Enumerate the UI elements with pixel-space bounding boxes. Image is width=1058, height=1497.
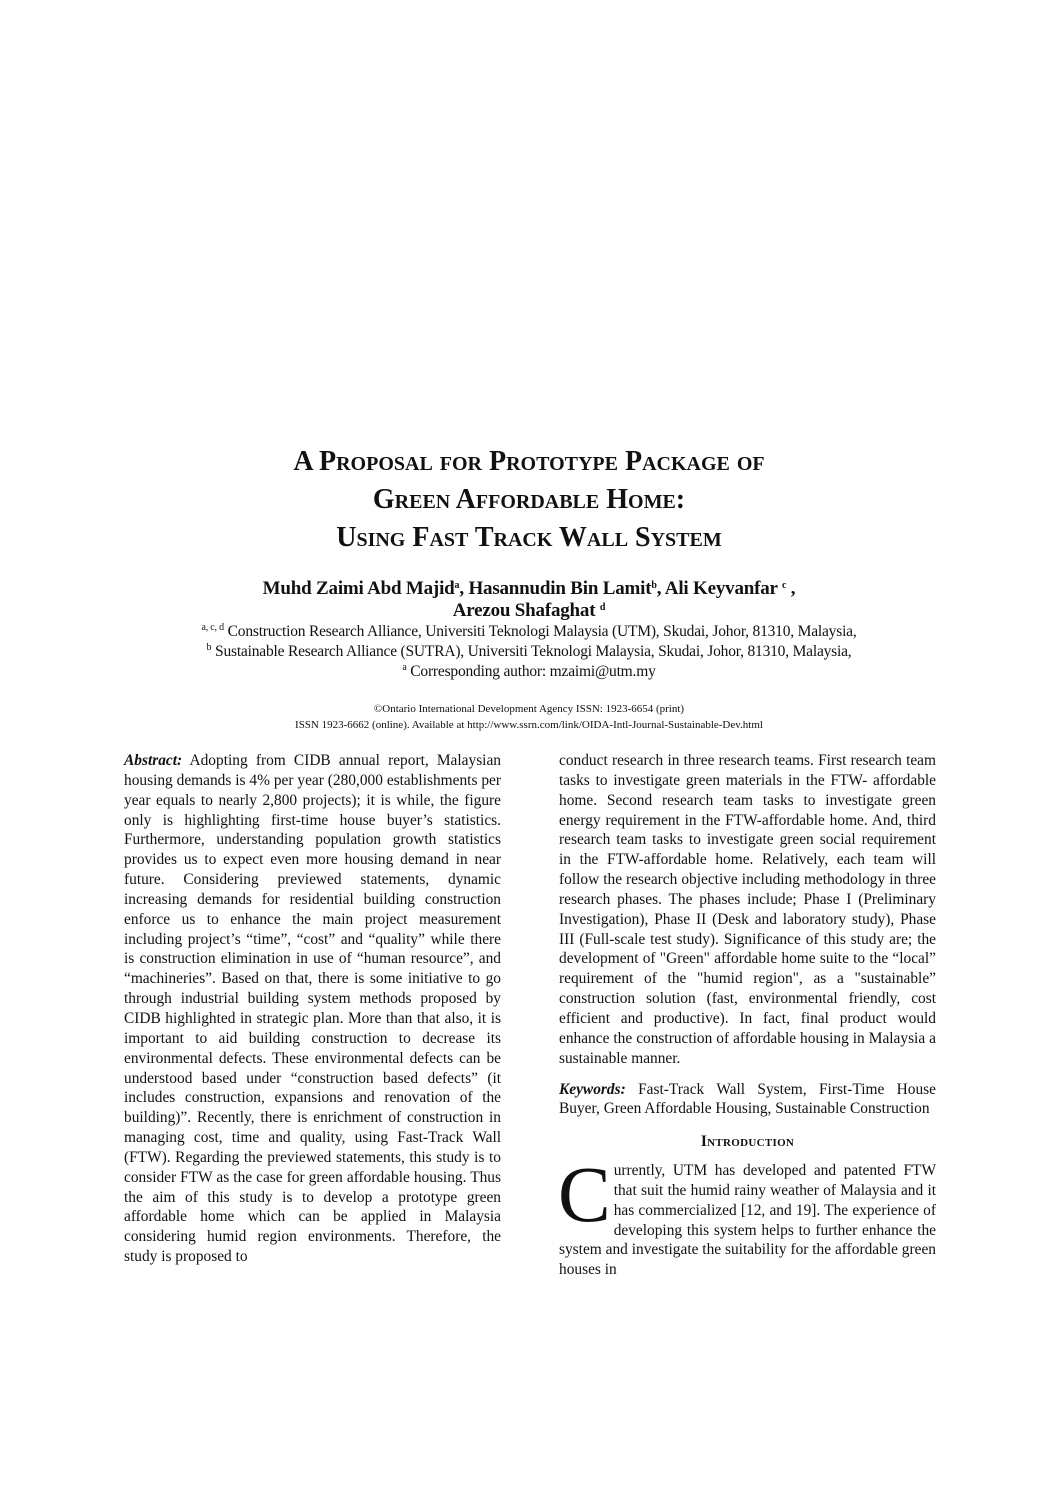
keywords-label: Keywords: [559, 1080, 626, 1098]
author-line [0, 600, 1058, 622]
section-heading-introduction: Introduction [700, 1133, 795, 1151]
affiliation-text: Sustainable Research Alliance (SUTRA), Universiti Teknologi Malaysia, Skudai, Johor, 81310, Malaysia, [211, 643, 852, 660]
keywords [559, 1080, 936, 1120]
abstract-label: Abstract: [124, 752, 183, 769]
author-affil-marker: b [651, 580, 657, 591]
copyright-line: ©Ontario International Development Agency ISSN: 1923-6654 (print) [373, 703, 685, 715]
author-affil-marker: d [599, 602, 606, 613]
affiliation-marker: a, c, d [201, 622, 224, 633]
author-separator: , [656, 578, 665, 599]
publication-info [0, 701, 1058, 733]
affiliation-line [0, 662, 1058, 682]
left-column [124, 751, 501, 1267]
author-name: Ali Keyvanfar [664, 578, 778, 599]
author-separator: , [459, 578, 469, 599]
author-name: Hasannudin Bin Lamit [468, 578, 652, 599]
affiliations [0, 622, 1058, 682]
author-name: Arezou Shafaghat [452, 600, 596, 621]
author-line [0, 578, 1058, 600]
issn-online-line: ISSN 1923-6662 (online). Available at http://www.ssrn.com/link/OIDA-Intl-Journal-Sustainable-Dev.html [295, 719, 763, 731]
affiliation-marker: b [206, 642, 212, 653]
abstract-continuation: conduct research in three research teams. First research team tasks to investigate green materials in the FTW- affordable home. Second research team tasks to investigate green energy requirement in the FTW-affordable home. And, third research team tasks to investigate green social requirement in the FTW-affordable home. Relatively, each team will follow the research objective including methodology in three research phases. The phases include; Phase I (Preliminary Investigation), Phase II (Desk and laboratory study), Phase III (Full-scale test study). Significance of this study are; the development of "Green" affordable home suite to the “local” requirement of the "humid region", as a "sustainable” construction solution (fast, environmental friendly, cost efficient and productive). In fact, final product would enhance the construction of affordable housing in Malaysia a sustainable manner. [559, 752, 936, 1067]
title-line: Using Fast Track Wall System [336, 522, 722, 553]
author-list [0, 578, 1058, 622]
introduction-paragraph [558, 1152, 936, 1280]
keywords-text: Fast-Track Wall System, First-Time House Buyer, Green Affordable Housing, Sustainable Construction [559, 1080, 936, 1118]
abstract-text: Adopting from CIDB annual report, Malaysian housing demands is 4% per year (280,000 establishments per year equals to nearly 2,800 projects); it is while, the figure only is highlighting first-time house buyer’s statistics. Furthermore, understanding population growth statistics provides us to expect even more housing demand in near future. Considering previewed statements, dynamic increasing demands for residential building construction enforce us to enhance the main project measurement including project’s “time”, “cost” and “quality” while there is construction elimination in use of “human resource”, and “machineries”. Based on that, there is some initiative to go through industrial building system methods proposed by CIDB highlighted in strategic plan. More than that also, it is important to aid building construction to decrease its environmental defects. These environmental defects can be understood based under “construction based defects” (it includes construction, expansions and renovation of the building)”. Recently, there is enrichment of construction in managing cost, time and quality, using Fast-Track Wall (FTW). Regarding the previewed statements, this study is to consider FTW as the case for green affordable housing. Thus the aim of this study is to develop a prototype green affordable home which can be applied in Malaysia considering humid region environments. Therefore, the study is proposed to [124, 752, 501, 1266]
drop-cap: C [558, 1152, 611, 1240]
author-affil-marker: a [454, 580, 460, 591]
affiliation-line [0, 642, 1058, 662]
author-separator: , [786, 578, 796, 599]
affiliation-text: Construction Research Alliance, Universiti Teknologi Malaysia (UTM), Skudai, Johor, 81310, Malaysia, [223, 623, 857, 640]
abstract [124, 751, 501, 1267]
affiliation-marker: a [402, 662, 407, 673]
affiliation-line [0, 622, 1058, 642]
corresponding-author: Corresponding author: mzaimi@utm.my [406, 663, 656, 680]
introduction-text: urrently, UTM has developed and patented FTW that suit the humid rainy weather of Malaysia and it has commercialized [12, and 19]. The experience of developing this system helps to further enhance the system and investigate the suitability for the affordable green houses in [559, 1162, 936, 1279]
author-name: Muhd Zaimi Abd Majid [262, 578, 455, 599]
author-affil-marker: c [781, 580, 787, 591]
paper-title [0, 443, 1058, 557]
title-line: Green Affordable Home: [372, 484, 686, 515]
right-column [559, 751, 936, 1280]
title-line: A Proposal for Prototype Package of [293, 446, 765, 477]
